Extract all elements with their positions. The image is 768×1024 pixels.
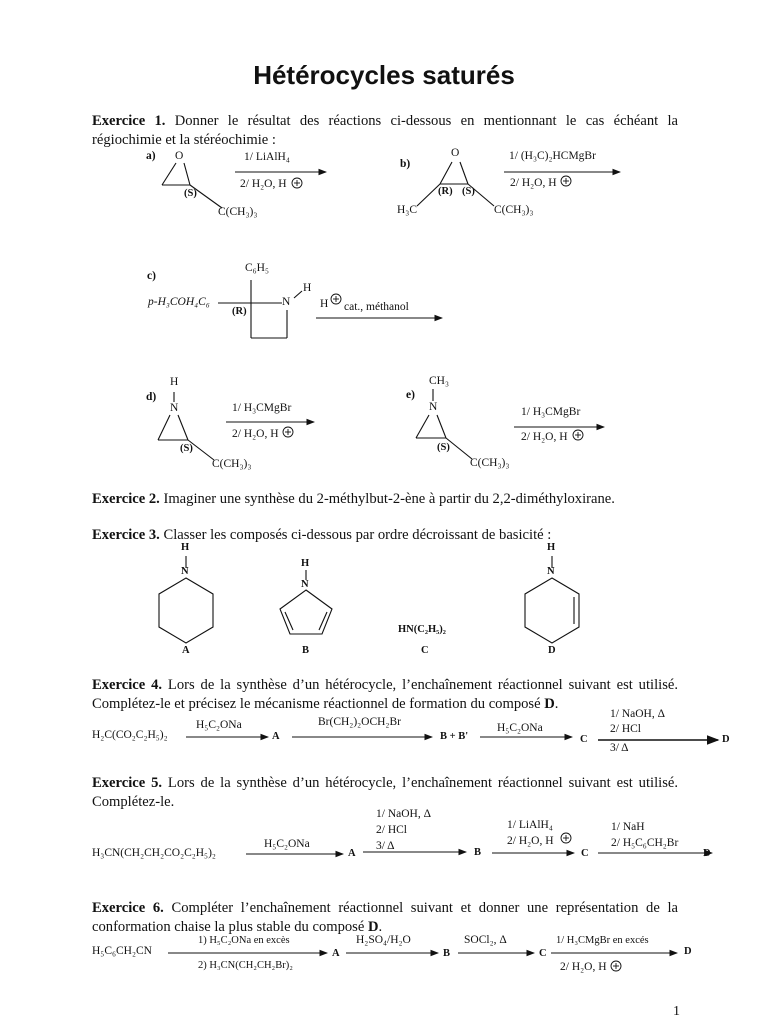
plus-charge-icon bbox=[611, 961, 621, 971]
exercise-5-text: Lors de la synthèse d’un hétérocycle, l’enchaînement réactionnel suivant est utilisé. Complétez-le. bbox=[92, 775, 678, 810]
exercise-4-period: . bbox=[554, 696, 559, 712]
exercise-6-compound: D bbox=[368, 919, 379, 935]
ex1c-reagent-conditions: cat., méthanol bbox=[344, 301, 409, 313]
ex1c-aryl: p-H₃COH₄C₆ bbox=[148, 296, 210, 308]
exercise-4-text: Lors de la synthèse d’un hétérocycle, l’enchaînement réactionnel suivant est utilisé. Complétez-le et précisez le mécanisme réactionnel de formation du composé bbox=[92, 677, 678, 712]
ex5-reagent-2b: 2/ HCl bbox=[376, 824, 407, 836]
ex1b-tag: b) bbox=[400, 158, 411, 170]
ex1e-substituent: C(CH₃)₃ bbox=[470, 457, 510, 469]
exercise-5-statement bbox=[92, 774, 678, 812]
ex1b-bond bbox=[440, 162, 452, 184]
ex1a-tag: a) bbox=[146, 150, 156, 162]
ex1e-reagent-1: 1/ H₃CMgBr bbox=[521, 406, 581, 418]
ex1a-reagent-2: 2/ H₂O, H bbox=[240, 178, 287, 190]
ex1c-config: (R) bbox=[232, 306, 247, 317]
ex1d-config: (S) bbox=[180, 443, 193, 454]
plus-charge-icon bbox=[283, 427, 293, 437]
ex5-reagent-4a: 1/ NaH bbox=[611, 821, 645, 833]
ex1e-reagent-2: 2/ H₂O, H bbox=[521, 431, 568, 443]
ex3b-ring bbox=[280, 590, 332, 634]
ex1d-nitrogen: N bbox=[170, 402, 179, 414]
ex5-start: H₃CN(CH₂CH₂CO₂C₂H₅)₂ bbox=[92, 847, 216, 859]
ex1d-tag: d) bbox=[146, 391, 157, 403]
ex4-compounds-b: B + B' bbox=[440, 731, 469, 742]
ex5-reagent-2a: 1/ NaOH, Δ bbox=[376, 808, 431, 820]
ex6-reagent-4b: 2/ H₂O, H bbox=[560, 961, 607, 973]
ex1c-reagent: H bbox=[320, 298, 329, 310]
ex1c-nitrogen: N bbox=[282, 296, 291, 308]
ex1b-substituent: C(CH₃)₃ bbox=[494, 204, 534, 216]
ex3d-hydrogen: H bbox=[547, 542, 556, 553]
ex6-compound-a: A bbox=[332, 948, 340, 959]
ex3a-nitrogen: N bbox=[181, 566, 189, 577]
ex1a-bond bbox=[184, 163, 190, 185]
ex4-start: H₂C(CO₂C₂H₅)₂ bbox=[92, 729, 168, 741]
ex1b-config-2: (S) bbox=[462, 186, 475, 197]
exercise-4-compound: D bbox=[544, 696, 555, 712]
exercise-2-label: Exercice 2. bbox=[92, 491, 160, 507]
ex5-reagent-4b: 2/ H₅C₆CH₂Br bbox=[611, 837, 679, 849]
ex6-reagent-4a: 1/ H₃CMgBr en excés bbox=[556, 935, 649, 946]
ex4-reagent-1: H₅C₂ONa bbox=[196, 719, 242, 731]
ex1a-oxygen: O bbox=[175, 150, 184, 162]
ex5-reagent-2c: 3/ Δ bbox=[376, 840, 395, 852]
ex5-compound-c: C bbox=[581, 848, 589, 859]
ex1a-config: (S) bbox=[184, 188, 197, 199]
ex3b-double bbox=[285, 612, 293, 630]
ex1a-reagent-1: 1/ LiAlH₄ bbox=[244, 151, 290, 163]
ex4-compound-d: D bbox=[722, 734, 730, 745]
exercise-3-text: Classer les composés ci-dessous par ordre décroissant de basicité : bbox=[159, 527, 552, 543]
plus-charge-icon bbox=[292, 178, 302, 188]
ex3-label-c: C bbox=[421, 645, 429, 656]
ex1e-bond bbox=[437, 415, 446, 438]
ex1e-bond bbox=[416, 415, 429, 438]
ex1d-bond bbox=[158, 415, 170, 440]
plus-charge-icon bbox=[561, 176, 571, 186]
ex4-reagent-4a: 1/ NaOH, Δ bbox=[610, 708, 665, 720]
ex1b-reagent-2: 2/ H₂O, H bbox=[510, 177, 557, 189]
ex1b-bond bbox=[460, 162, 468, 184]
exercise-3-label: Exercice 3. bbox=[92, 527, 160, 543]
ex5-compound-a: A bbox=[348, 848, 356, 859]
ex3a-ring bbox=[159, 578, 213, 643]
ex3a-hydrogen: H bbox=[181, 542, 190, 553]
ex4-reagent-3: H₅C₂ONa bbox=[497, 722, 543, 734]
ex5-compound-b: B bbox=[474, 847, 482, 858]
ex1d-substituent: C(CH₃)₃ bbox=[212, 458, 252, 470]
ex3b-nitrogen: N bbox=[301, 579, 309, 590]
exercise-5-label: Exercice 5. bbox=[92, 775, 163, 791]
ex1d-reagent-2: 2/ H₂O, H bbox=[232, 428, 279, 440]
ex4-compound-a: A bbox=[272, 731, 280, 742]
ex1c-tag: c) bbox=[147, 270, 156, 282]
ex5-compound-d: D bbox=[703, 848, 711, 859]
ex4-reagent-4b: 2/ HCl bbox=[610, 723, 641, 735]
ex1a-substituent: C(CH₃)₃ bbox=[218, 206, 258, 218]
exercise-6-statement bbox=[92, 899, 678, 937]
ex6-reagent-2: H₂SO₄/H₂O bbox=[356, 934, 411, 946]
exercise-3-statement bbox=[92, 526, 678, 545]
ex3-label-a: A bbox=[182, 645, 190, 656]
ex4-compound-c: C bbox=[580, 734, 588, 745]
ex1a-bond bbox=[162, 163, 176, 185]
ex3-label-b: B bbox=[302, 645, 310, 656]
ex1b-oxygen: O bbox=[451, 147, 460, 159]
exercise-1-label: Exercice 1. bbox=[92, 113, 166, 129]
ex4-reagent-2: Br(CH₂)₂OCH₂Br bbox=[318, 716, 401, 728]
ex6-start: H₅C₆CH₂CN bbox=[92, 945, 152, 957]
ex6-reagent-3: SOCl₂, Δ bbox=[464, 934, 507, 946]
exercise-4-statement bbox=[92, 676, 678, 714]
ex5-reagent-1: H₅C₂ONa bbox=[264, 838, 310, 850]
ex1e-methyl: CH₃ bbox=[429, 375, 449, 387]
ex5-reagent-3a: 1/ LiAlH₄ bbox=[507, 819, 553, 831]
ex3c-formula: HN(C₂H₅)₂ bbox=[398, 624, 446, 635]
ex1e-config: (S) bbox=[437, 442, 450, 453]
exercise-6-text: Compléter l’enchaînement réactionnel suivant et donner une représentation de la conformation chaise la plus stable du composé bbox=[92, 900, 678, 935]
exercise-6-label: Exercice 6. bbox=[92, 900, 164, 916]
ex6-reagent-1b: 2) H₃CN(CH₂CH₂Br)₂ bbox=[198, 960, 293, 971]
exercise-4-label: Exercice 4. bbox=[92, 677, 163, 693]
ex1d-hydrogen: H bbox=[170, 376, 179, 388]
ex1b-bond bbox=[417, 184, 440, 206]
ex6-compound-d: D bbox=[684, 946, 692, 957]
ex4-reagent-4c: 3/ Δ bbox=[610, 742, 629, 754]
ex6-compound-c: C bbox=[539, 948, 547, 959]
ex6-reagent-1a: 1) H₅C₂ONa en excès bbox=[198, 935, 290, 946]
ex1c-bond bbox=[294, 291, 302, 298]
exercise-2-statement bbox=[92, 490, 678, 509]
page-number: 1 bbox=[673, 1004, 680, 1019]
exercise-6-period: . bbox=[378, 919, 383, 935]
ex1e-tag: e) bbox=[406, 389, 415, 401]
ex5-reagent-3b: 2/ H₂O, H bbox=[507, 835, 554, 847]
ex1d-bond bbox=[178, 415, 188, 440]
ex3-label-d: D bbox=[548, 645, 556, 656]
ex3d-ring bbox=[525, 578, 579, 643]
exercise-1-text: Donner le résultat des réactions ci-dessous en mentionnant le cas échéant la régiochimie et la stéréochimie : bbox=[92, 113, 678, 148]
ex1b-methyl: H₃C bbox=[397, 204, 417, 216]
plus-charge-icon bbox=[573, 430, 583, 440]
ex3d-nitrogen: N bbox=[547, 566, 555, 577]
ex1b-reagent-1: 1/ (H₃C)₂HCMgBr bbox=[509, 150, 596, 162]
plus-charge-icon bbox=[331, 294, 341, 304]
exercise-2-text: Imaginer une synthèse du 2-méthylbut-2-ène à partir du 2,2-diméthyloxirane. bbox=[159, 491, 615, 507]
ex3b-double bbox=[319, 612, 327, 630]
ex1b-config-1: (R) bbox=[438, 186, 453, 197]
ex3b-hydrogen: H bbox=[301, 558, 310, 569]
ex6-compound-b: B bbox=[443, 948, 451, 959]
ex1c-hydrogen: H bbox=[303, 282, 312, 294]
page-title: Hétérocycles saturés bbox=[253, 60, 515, 90]
ex1c-phenyl: C₆H₅ bbox=[245, 262, 269, 274]
plus-charge-icon bbox=[561, 833, 571, 843]
ex1d-reagent-1: 1/ H₃CMgBr bbox=[232, 402, 292, 414]
ex1e-nitrogen: N bbox=[429, 401, 438, 413]
